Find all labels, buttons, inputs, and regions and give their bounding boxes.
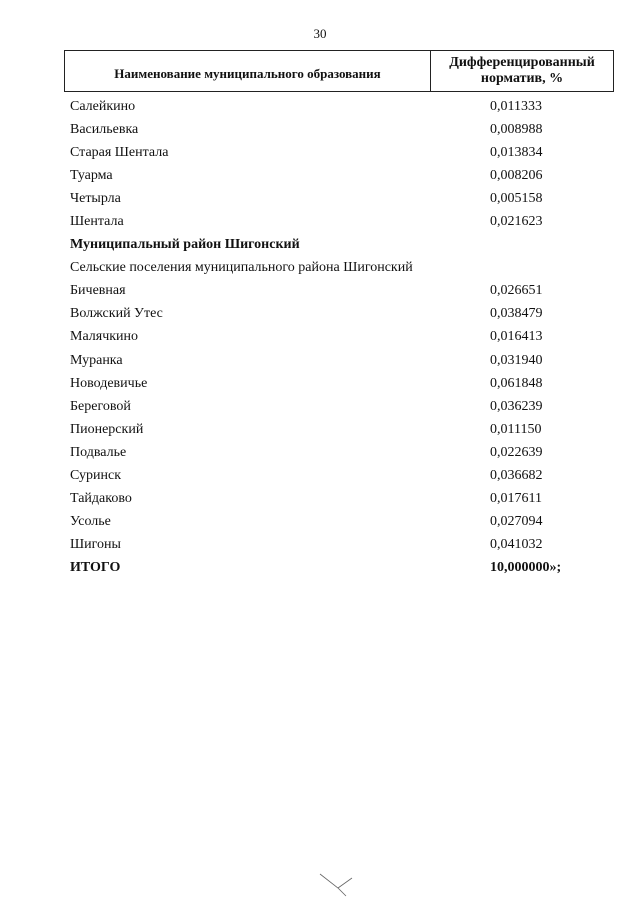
row-value: 0,013834 <box>490 144 543 160</box>
row-name: Четырла <box>70 190 121 206</box>
row-name: Пионерский <box>70 421 144 437</box>
row-name: Усолье <box>70 514 111 530</box>
row-value: 0,011333 <box>490 98 542 114</box>
table-row <box>70 511 570 534</box>
table-row <box>70 465 570 488</box>
row-value: 0,016413 <box>490 329 543 345</box>
header-name-column: Наименование муниципального образования <box>65 51 431 91</box>
row-value: 0,036239 <box>490 398 543 414</box>
row-name: Подвалье <box>70 444 127 460</box>
row-name: Шигоны <box>70 537 121 553</box>
table-body <box>70 95 570 580</box>
table-header <box>64 50 614 92</box>
table-row <box>70 488 570 511</box>
row-name: Салейкино <box>70 98 136 114</box>
row-value: 0,017611 <box>490 491 542 507</box>
header-norm-line1: Дифференцированный <box>449 55 595 70</box>
table-row <box>70 118 570 141</box>
row-value: 0,008988 <box>490 121 543 137</box>
row-name: Шентала <box>70 214 124 230</box>
section-heading <box>70 234 570 257</box>
row-name: Малячкино <box>70 329 139 345</box>
table-row <box>70 441 570 464</box>
row-value: 0,061848 <box>490 375 543 391</box>
row-value: 0,008206 <box>490 167 543 183</box>
row-value: 0,022639 <box>490 444 543 460</box>
row-name: ИТОГО <box>70 560 121 576</box>
header-norm-column <box>431 51 613 91</box>
table-row <box>70 534 570 557</box>
row-name: Бичевная <box>70 283 126 299</box>
row-value: 0,027094 <box>490 514 543 530</box>
row-value: 0,031940 <box>490 352 543 368</box>
row-value: 0,005158 <box>490 190 543 206</box>
table-row <box>70 349 570 372</box>
table-row <box>70 395 570 418</box>
row-name: Туарма <box>70 167 113 183</box>
table-row <box>70 280 570 303</box>
table-row <box>70 141 570 164</box>
row-value: 0,038479 <box>490 306 543 322</box>
row-name: Береговой <box>70 398 131 414</box>
row-value: 0,011150 <box>490 421 542 437</box>
row-name: Старая Шентала <box>70 144 169 160</box>
table-row <box>70 326 570 349</box>
row-name: Суринск <box>70 468 121 484</box>
row-value: 0,036682 <box>490 468 543 484</box>
header-norm-line2: норматив, % <box>480 71 564 86</box>
row-name: Муниципальный район Шигонский <box>70 237 300 253</box>
table-row <box>70 418 570 441</box>
table-row <box>70 303 570 326</box>
row-value: 0,021623 <box>490 214 543 230</box>
row-value: 0,026651 <box>490 283 543 299</box>
row-name: Волжский Утес <box>70 306 163 322</box>
page-number: 30 <box>313 26 327 41</box>
row-value: 10,000000»; <box>490 560 562 576</box>
row-name: Тайдаково <box>70 491 132 507</box>
table-row <box>70 164 570 187</box>
table-row <box>70 210 570 233</box>
row-name: Новодевичье <box>70 375 148 391</box>
row-name: Васильевка <box>70 121 139 137</box>
table-row <box>70 95 570 118</box>
subsection-heading <box>70 257 570 280</box>
table-row <box>70 372 570 395</box>
row-name: Сельские поселения муниципального района Шигонский <box>70 260 413 276</box>
row-value: 0,041032 <box>490 537 543 553</box>
total-row <box>70 557 570 580</box>
row-name: Муранка <box>70 352 123 368</box>
pen-mark-icon <box>318 870 358 900</box>
table-row <box>70 187 570 210</box>
